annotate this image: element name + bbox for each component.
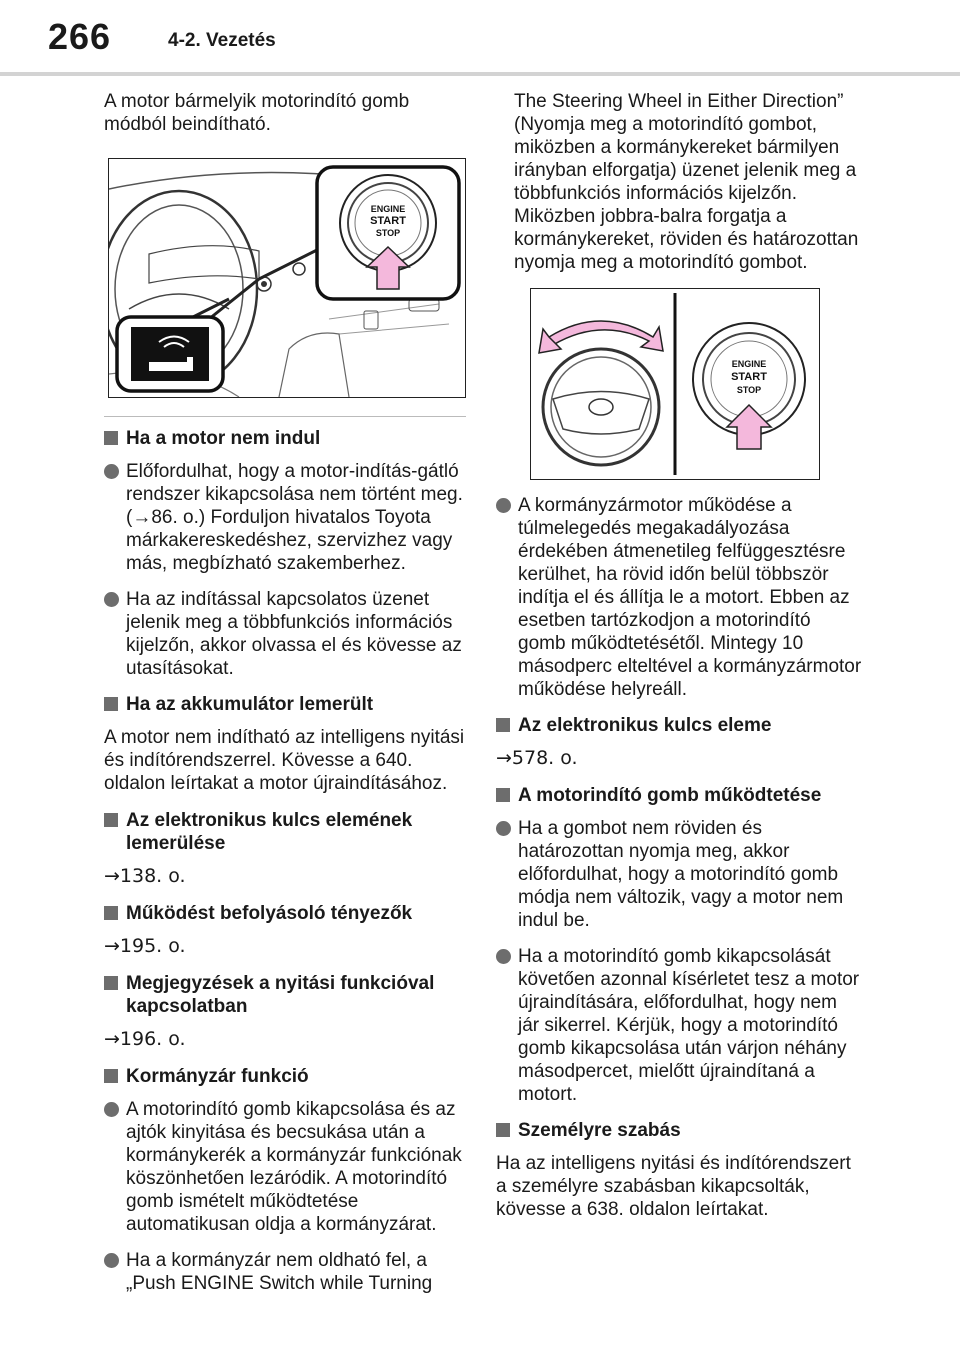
- heading-battery-discharged: Ha az akkumulátor lemerült: [104, 693, 466, 716]
- heading-engine-not-start: Ha a motor nem indul: [104, 427, 466, 450]
- heading-steering-lock: Kormányzár funkció: [104, 1065, 466, 1088]
- header-rule: [0, 72, 960, 76]
- dashboard-illustration: [108, 158, 466, 398]
- button-line-2: START: [370, 215, 406, 227]
- section-divider: [104, 416, 466, 417]
- button-line-1: ENGINE: [731, 359, 767, 369]
- page-header: [0, 0, 960, 80]
- section-title: 4-2. Vezetés: [168, 30, 276, 51]
- bullet-immobilizer: Előfordulhat, hogy a motor-indítás-gátló rendszer kikapcsolása nem történt meg. (→86. o.) Forduljon hivatalos Toyota márkakereskedéshez, szervizhez vagy más, megbízható szakemberhez.: [104, 460, 466, 575]
- ref-195: →195. o.: [104, 935, 186, 957]
- heading-entry-notes: Megjegyzések a nyitási funkcióval kapcsolatban: [104, 972, 466, 1018]
- continued-text: The Steering Wheel in Either Direction” (Nyomja meg a motorindító gombot, miközben a kormánykereket bármilyen irányban elforgatja) üzenet jelenik meg a többfunkciós információs kijelzőn. Miközben jobbra-balra forgatja a kormánykereket, röviden és határozottan nyomja meg a motorindító gombot.: [514, 91, 859, 273]
- heading-key-battery: Az elektronikus kulcs eleme: [496, 714, 862, 737]
- left-column: [104, 90, 466, 1308]
- ref-578: →578. o.: [496, 747, 578, 769]
- bullet-start-message: Ha az indítással kapcsolatos üzenet jelenik meg a többfunkciós információs kijelzőn, akkor olvassa el és kövesse az utasításokat.: [104, 588, 466, 680]
- rotate-arrow-icon: [549, 321, 663, 351]
- heading-customization: Személyre szabás: [496, 1119, 862, 1142]
- ref-138: →138. o.: [104, 865, 186, 887]
- bullet-steering-motor: A kormányzármotor működése a túlmelegedés megakadályozása érdekében átmenetileg felfüggesztésre kerülhet, ha rövid időn belül többször indítja el és állítja le a motort. Ebben az esetben tartózkodjon a motorindító gomb működtetésétől. Mintegy 10 másodperc elteltével a kormányzármotor működése helyreáll.: [496, 494, 862, 701]
- button-line-3: STOP: [736, 385, 762, 395]
- customization-text: Ha az intelligens nyitási és indítórendszert a személyre szabásban kikapcsolták, kövesse a 638. oldalon leírtakat.: [496, 1153, 851, 1220]
- button-line-3: STOP: [375, 228, 401, 238]
- bullet-restart: Ha a motorindító gomb kikapcsolását követően azonnal kísérletet tesz a motor újraindítására, előfordulhat, hogy nem jár sikerrel. Kérjük, hogy a motorindító gomb kikapcsolása után várjon néhány másodpercet, mielőtt újraindítaná a motort.: [496, 945, 862, 1106]
- heading-button-operation: A motorindító gomb működtetése: [496, 784, 862, 807]
- steering-wheel-icon: [543, 349, 659, 465]
- bullet-lock-release: Ha a kormányzár nem oldható fel, a „Push ENGINE Switch while Turning: [104, 1249, 466, 1295]
- heading-key-battery-depletion: Az elektronikus kulcs elemének lemerülése: [104, 809, 466, 855]
- heading-operation-factors: Működést befolyásoló tényezők: [104, 902, 466, 925]
- bullet-button-press: Ha a gombot nem röviden és határozottan nyomja meg, akkor előfordulhat, hogy a motorindító gomb módja nem változik, vagy a motor nem indul be.: [496, 817, 862, 932]
- intro-text: A motor bármelyik motorindító gomb módból beindítható.: [104, 91, 410, 135]
- steering-button-illustration: [530, 288, 820, 480]
- ref-196: →196. o.: [104, 1028, 186, 1050]
- bullet-steering-lock: A motorindító gomb kikapcsolása és az ajtók kinyitása és becsukása után a kormánykerék a kormányzár funkciónak köszönhetően lezáródik. A motorindító gomb ismételt működtetése automatikusan oldja a kormányzárat.: [104, 1098, 466, 1236]
- button-line-1: ENGINE: [370, 204, 406, 214]
- battery-text: A motor nem indítható az intelligens nyitási és indítórendszerrel. Kövesse a 640. oldalon leírtakat a motor újraindításához.: [104, 727, 465, 794]
- right-column: [496, 90, 862, 1235]
- page-number: 266: [48, 16, 112, 57]
- button-line-2: START: [731, 371, 767, 383]
